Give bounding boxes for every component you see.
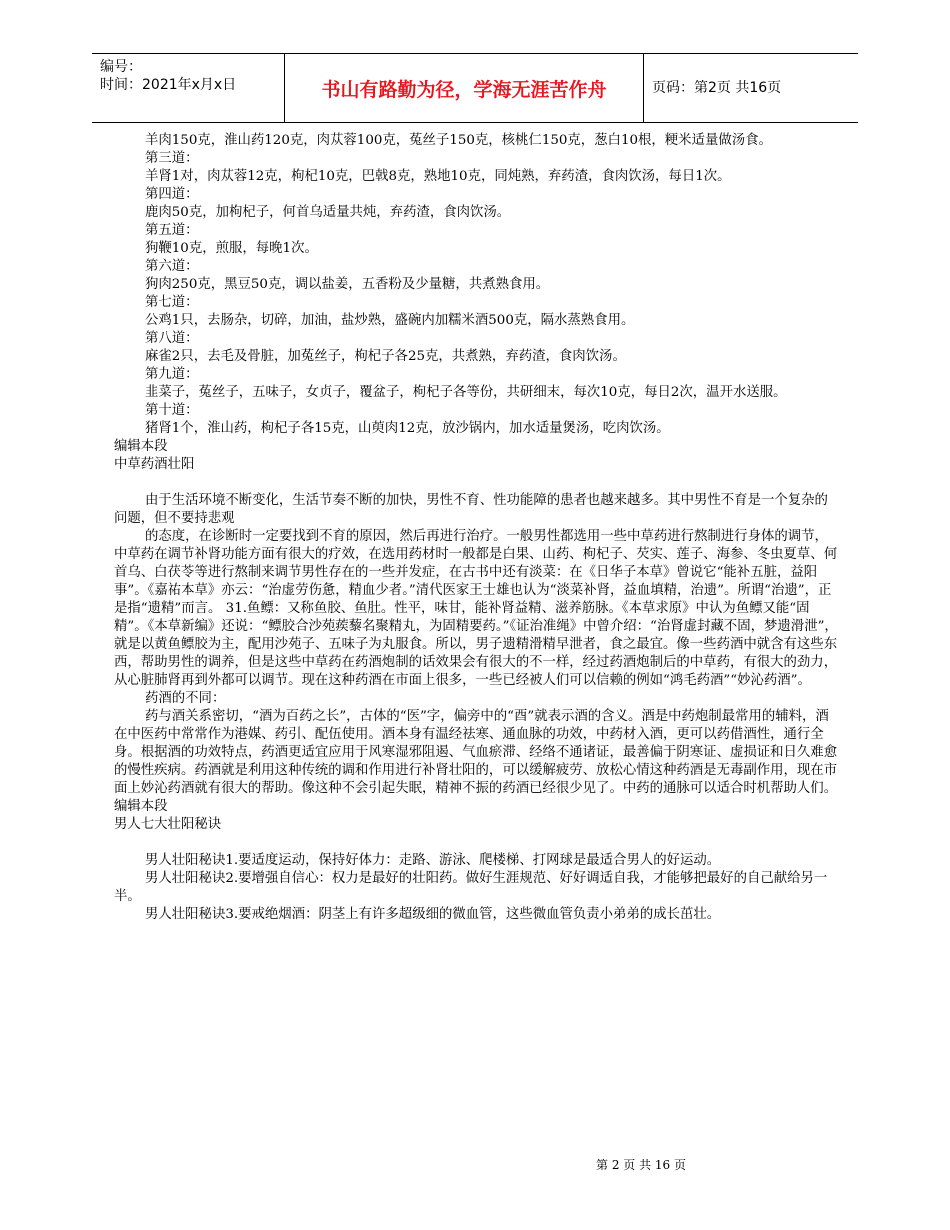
time-label: 时间：2021年x月x日	[100, 77, 237, 93]
paragraph: 的态度，在诊断时一定要找到不育的原因，然后再进行治疗。一般男性都选用一些中草药进行熬制进行身体的调节，中草药在调节补肾功能方面有很大的疗效，在选用药材时一般都是白果、山药、枸杞子、芡实、莲子、海参、冬虫夏草、何首乌、白茯苓等进行熬制来调节男性存在的一些并发症，在古书中还有淡菜：在《日华子本草》曾说它“能补五脏，益阳事”。《嘉祐本草》亦云：“治虚劳伤惫，精血少者。”清代医家王士雄也认为“淡菜补肾，益血填精，治遗”。所谓“治遗”，正是指“遗精”而言。 31.鱼鳔：又称鱼胶、鱼肚。性平，味甘，能补肾益精、滋养筋脉。《本草求原》中认为鱼鳔又能“固精”。《本草新编》还说：“鳔胶合沙苑蒺藜名聚精丸，为固精要药。”《证治准绳》中曾介绍：“治肾虚封藏不固，梦遗滑泄”，就是以黄鱼鳔胶为主，配用沙苑子、五味子为丸服食。所以，男子遗精滑精早泄者，食之最宜。像一些药酒中就含有这些东西，帮助男性的调养，但是这些中草药在药酒炮制的话效果会有很大的不一样，经过药酒炮制后的中草药，有很大的劲力，从心脏肺肾再到外都可以调节。现在这种药酒在市面上很多，一些已经被人们可以信赖的例如“鸿毛药酒”“妙沁药酒”。	[114, 529, 838, 688]
page-footer: 第 2 页 共 16 页	[596, 1158, 686, 1172]
section-heading: 第九道：	[145, 367, 199, 382]
spacer	[114, 834, 838, 852]
paragraph: 男人壮阳秘诀2.要增强自信心：权力是最好的壮阳药。做好生涯规范、好好调适自我，才能够把最好的自己献给另一半。	[114, 871, 828, 904]
paragraph: 男人壮阳秘诀1.要适度运动，保持好体力：走路、游泳、爬楼梯、打网球是最适合男人的好运动。	[145, 853, 721, 868]
document-body	[114, 132, 838, 924]
paragraph: 羊肉150克，淮山药120克，肉苁蓉100克，菟丝子150克，核桃仁150克，葱白10根，粳米适量做汤食。	[145, 133, 772, 148]
spacer	[114, 474, 838, 492]
section-heading: 第三道：	[145, 151, 199, 166]
section-heading: 药酒的不同：	[145, 691, 226, 706]
paragraph: 狗肉250克，黑豆50克，调以盐姜，五香粉及少量糖，共煮熟食用。	[145, 277, 550, 292]
paragraph: 鹿肉50克，加枸杞子，何首乌适量共炖，弃药渣，食肉饮汤。	[145, 205, 511, 220]
section-heading: 第七道：	[145, 295, 199, 310]
section-heading: 第五道：	[145, 223, 199, 238]
paragraph: 韭菜子，菟丝子，五味子，女贞子，覆盆子，枸杞子各等份，共研细末，每次10克，每日2次，温开水送服。	[145, 385, 787, 400]
paragraph: 猪肾1个，淮山药，枸杞子各15克，山萸肉12克，放沙锅内，加水适量煲汤，吃肉饮汤。	[145, 421, 670, 436]
section-heading: 第八道：	[145, 331, 199, 346]
motto: 书山有路勤为径，学海无涯苦作舟	[321, 78, 607, 101]
number-label: 编号：	[100, 59, 142, 75]
edit-section-label: 编辑本段	[114, 799, 168, 814]
paragraph: 羊肾1对，肉苁蓉12克，枸杞10克，巴戟8克，熟地10克，同炖熟，弃药渣，食肉饮汤，每日1次。	[145, 169, 731, 184]
page-header	[92, 53, 858, 123]
section-title: 男人七大壮阳秘诀	[114, 817, 222, 832]
paragraph: 男人壮阳秘诀3.要戒绝烟酒：阴茎上有许多超级细的微血管，这些微血管负责小弟弟的成长茁壮。	[145, 907, 721, 922]
section-heading: 第六道：	[145, 259, 199, 274]
paragraph: 公鸡1只，去肠杂，切碎，加油，盐炒熟，盛碗内加糯米酒500克，隔水蒸熟食用。	[145, 313, 635, 328]
page-label: 页码：第2页 共16页	[652, 80, 782, 96]
header-page-cell	[642, 54, 858, 122]
header-info-cell	[92, 54, 284, 122]
header-motto-cell	[284, 54, 644, 122]
edit-section-label: 编辑本段	[114, 439, 168, 454]
section-title: 中草药酒壮阳	[114, 457, 195, 472]
paragraph: 由于生活环境不断变化，生活节奏不断的加快，男性不育、性功能障的患者也越来越多。其中男性不育是一个复杂的问题，但不要持悲观	[114, 493, 828, 526]
section-heading: 第十道：	[145, 403, 199, 418]
section-heading: 第四道：	[145, 187, 199, 202]
paragraph: 药与酒关系密切，“酒为百药之长”，古体的“医”字，偏旁中的“酉”就表示酒的含义。酒是中药炮制最常用的辅料，酒在中医药中常常作为港媒、药引、配伍使用。酒本身有温经祛寒、通血脉的功效，中药材入酒，更可以药借酒性，通行全身。根据酒的功效特点，药酒更适宜应用于风寒湿邪阻遏、气血瘀滞、经络不通诸证，最善偏于阴寒证、虚损证和日久难愈的慢性疾病。药酒就是利用这种传统的调和作用进行补肾壮阳的，可以缓解疲劳、放松心情这种药酒是无毒副作用，现在市面上妙沁药酒就有很大的帮助。像这种不会引起失眠，精神不振的药酒已经很少见了。中药的通脉可以适合时机帮助人们。	[114, 709, 838, 796]
paragraph: 麻雀2只，去毛及骨脏，加菟丝子，枸杞子各25克，共煮熟，弃药渣，食肉饮汤。	[145, 349, 626, 364]
paragraph: 狗鞭10克，煎服，每晚1次。	[145, 241, 318, 256]
